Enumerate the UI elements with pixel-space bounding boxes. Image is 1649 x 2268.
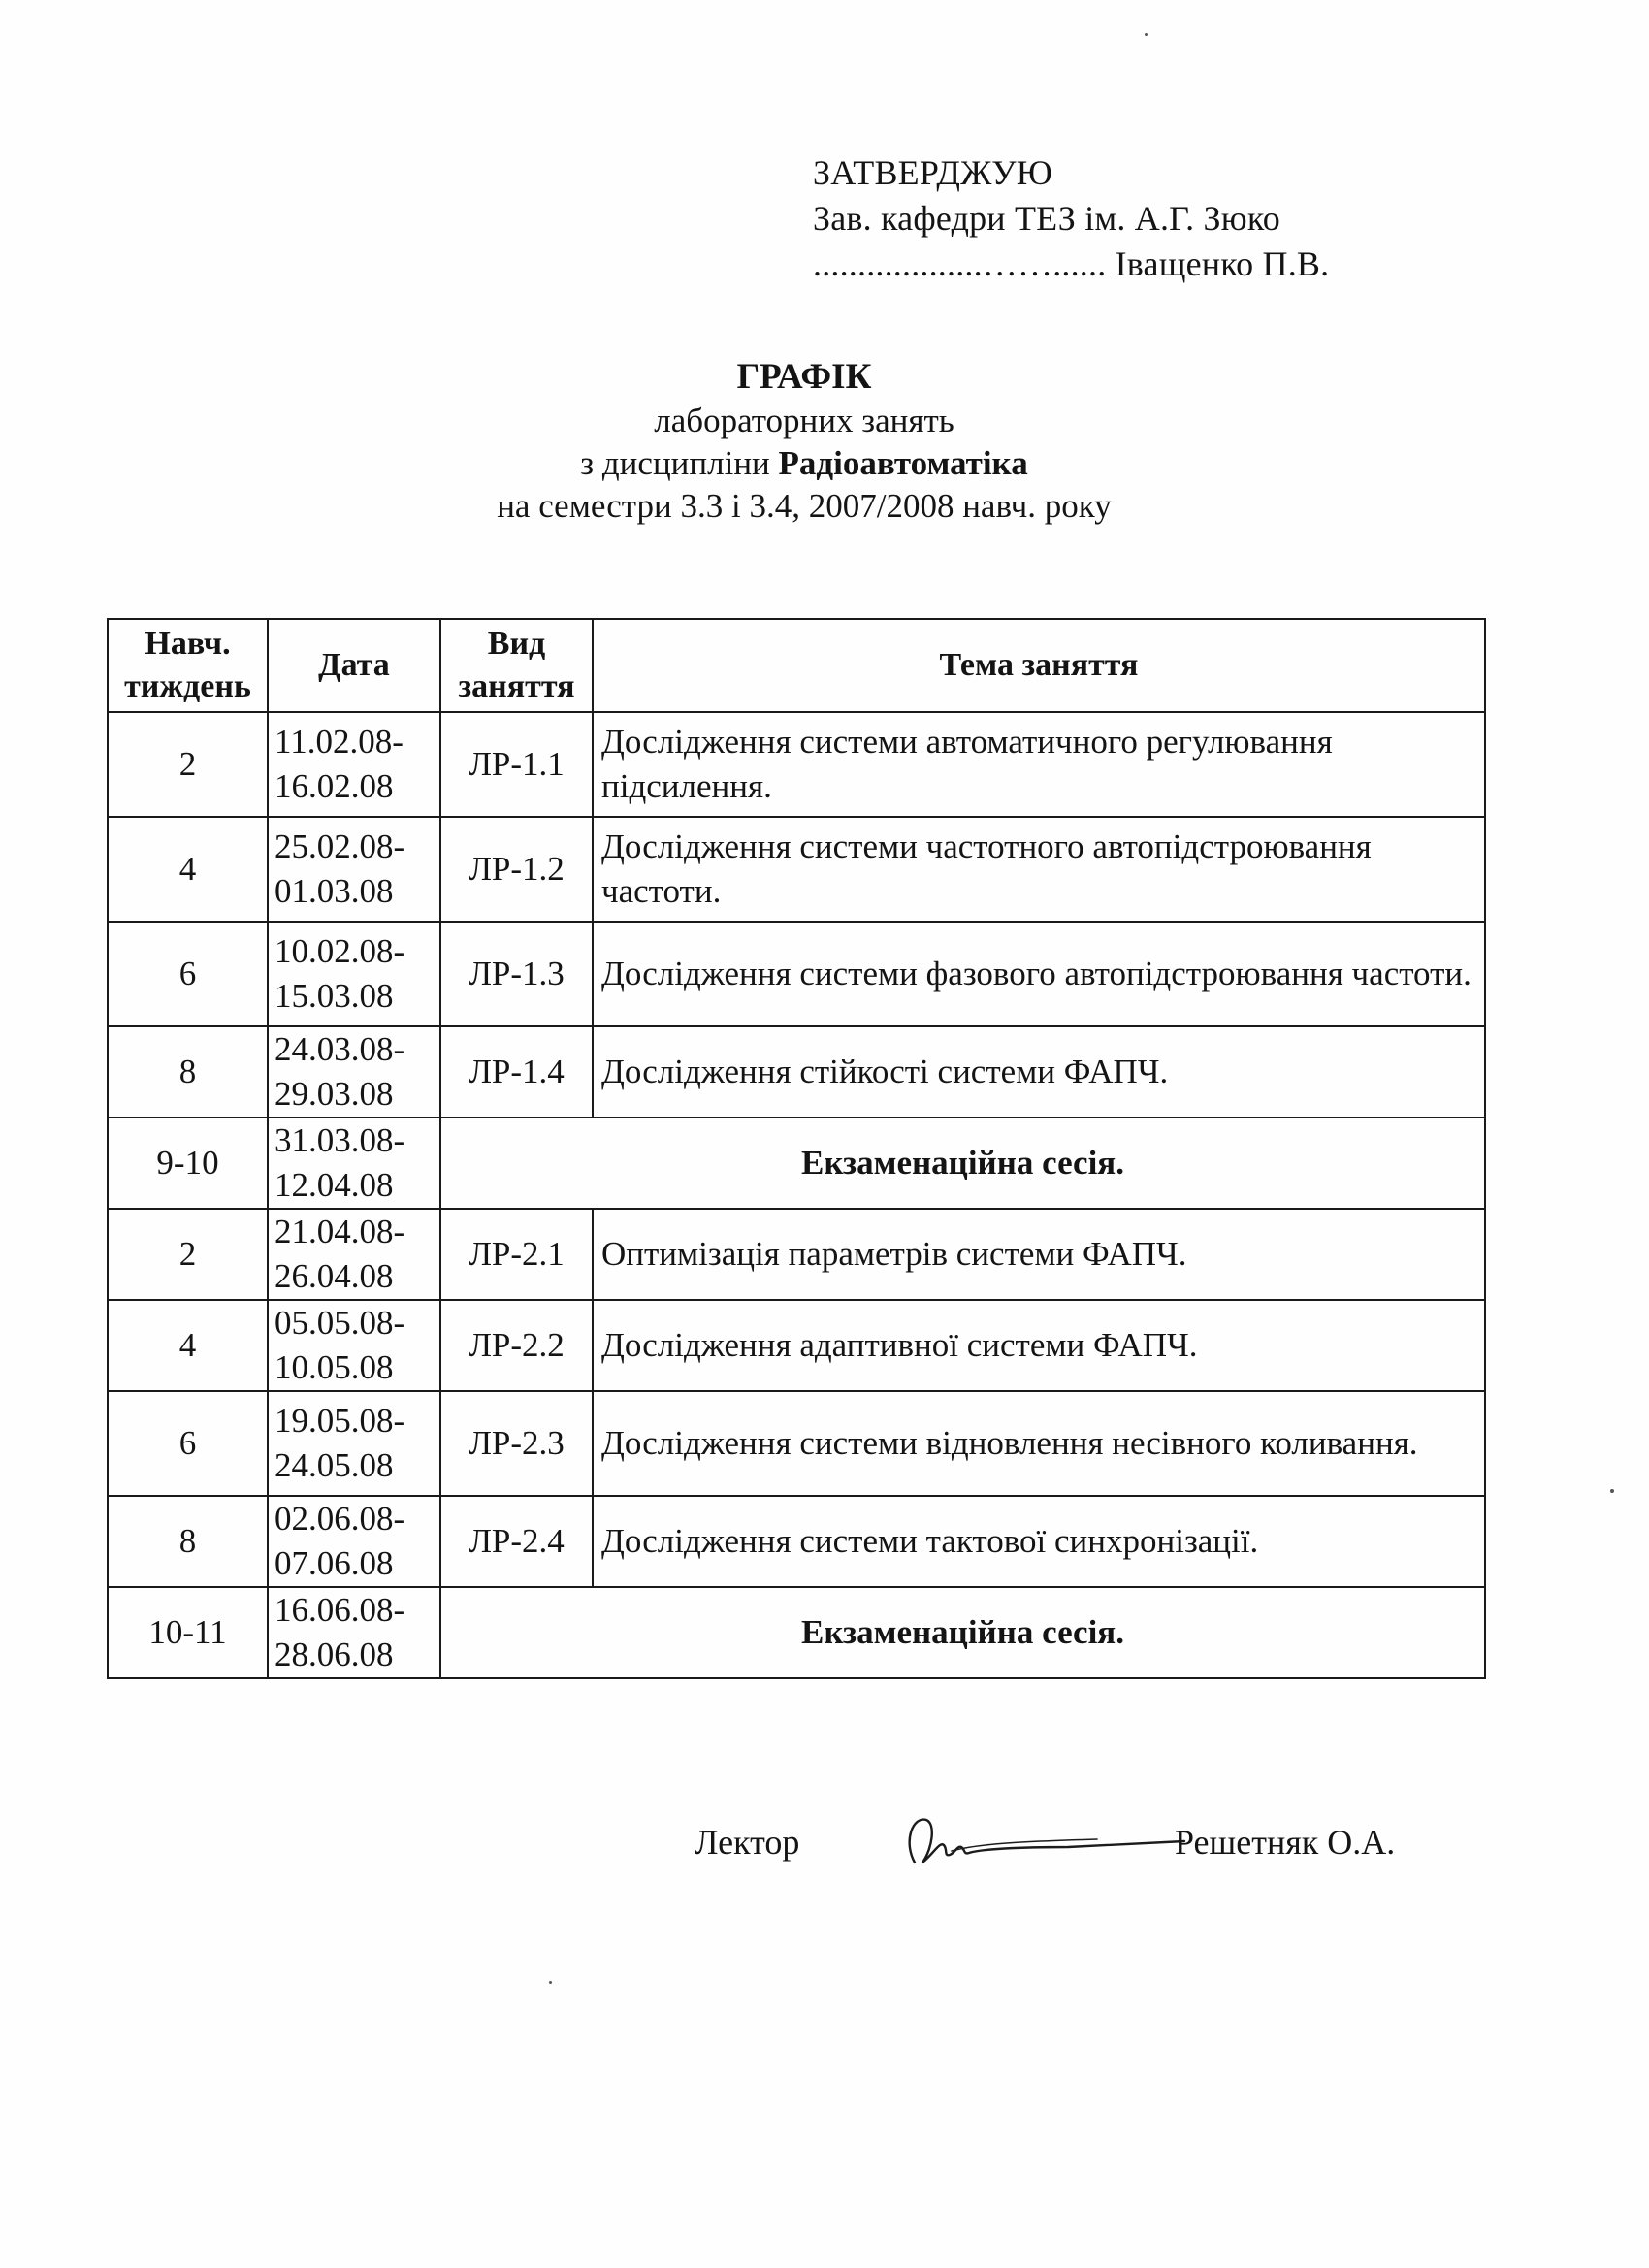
discipline-prefix: з дисципліни — [580, 444, 770, 482]
header-date: Дата — [268, 619, 440, 712]
kind-cell: ЛР-2.1 — [440, 1209, 593, 1300]
schedule-table — [107, 618, 1486, 1679]
kind-cell: ЛР-1.1 — [440, 712, 593, 817]
topic-cell: Дослідження системи фазового автопідстроювання частоти. — [593, 922, 1485, 1026]
table-row — [108, 1209, 1485, 1300]
document-heading — [0, 355, 1608, 528]
week-cell: 10-11 — [108, 1587, 268, 1678]
header-topic: Тема заняття — [593, 619, 1485, 712]
kind-cell: ЛР-2.3 — [440, 1391, 593, 1496]
approval-position: Зав. кафедри ТЕЗ ім. А.Г. Зюко — [813, 199, 1280, 238]
document-title: ГРАФІК — [736, 357, 872, 397]
date-cell: 11.02.08- 16.02.08 — [268, 712, 440, 817]
scan-speck — [1145, 33, 1148, 36]
signature-block — [695, 1816, 1432, 1884]
topic-cell: Дослідження адаптивної системи ФАПЧ. — [593, 1300, 1485, 1391]
handwritten-signature — [893, 1802, 1194, 1880]
discipline-name: Радіоавтоматіка — [778, 444, 1028, 482]
topic-cell: Дослідження системи тактової синхронізації. — [593, 1496, 1485, 1587]
week-cell: 8 — [108, 1026, 268, 1118]
exam-session-cell: Екзаменаційна сесія. — [440, 1118, 1485, 1209]
table-row — [108, 1300, 1485, 1391]
topic-cell: Оптимізація параметрів системи ФАПЧ. — [593, 1209, 1485, 1300]
week-cell: 6 — [108, 922, 268, 1026]
lector-name: Решетняк О.А. — [1175, 1823, 1396, 1862]
approval-block — [813, 150, 1329, 287]
date-cell: 21.04.08- 26.04.08 — [268, 1209, 440, 1300]
topic-cell: Дослідження системи відновлення несівного коливання. — [593, 1391, 1485, 1496]
week-cell: 9-10 — [108, 1118, 268, 1209]
heading-discipline-line — [0, 442, 1608, 485]
scan-speck — [549, 1981, 552, 1984]
date-cell: 16.06.08- 28.06.08 — [268, 1587, 440, 1678]
kind-cell: ЛР-2.4 — [440, 1496, 593, 1587]
week-cell: 2 — [108, 712, 268, 817]
table-row — [108, 817, 1485, 922]
date-cell: 24.03.08- 29.03.08 — [268, 1026, 440, 1118]
date-cell: 19.05.08- 24.05.08 — [268, 1391, 440, 1496]
scan-speck — [1610, 1489, 1614, 1493]
kind-cell: ЛР-1.3 — [440, 922, 593, 1026]
table-row — [108, 712, 1485, 817]
approval-signature-line: ...................……...... Іващенко П.В. — [813, 244, 1330, 283]
date-cell: 10.02.08- 15.03.08 — [268, 922, 440, 1026]
date-cell: 25.02.08- 01.03.08 — [268, 817, 440, 922]
kind-cell: ЛР-1.4 — [440, 1026, 593, 1118]
week-cell: 6 — [108, 1391, 268, 1496]
date-cell: 05.05.08- 10.05.08 — [268, 1300, 440, 1391]
kind-cell: ЛР-2.2 — [440, 1300, 593, 1391]
exam-session-cell: Екзаменаційна сесія. — [440, 1587, 1485, 1678]
lector-label: Лектор — [695, 1823, 800, 1862]
topic-cell: Дослідження стійкості системи ФАПЧ. — [593, 1026, 1485, 1118]
header-week: Навч. тиждень — [108, 619, 268, 712]
week-cell: 4 — [108, 1300, 268, 1391]
week-cell: 4 — [108, 817, 268, 922]
kind-cell: ЛР-1.2 — [440, 817, 593, 922]
table-row — [108, 1496, 1485, 1587]
date-cell: 02.06.08- 07.06.08 — [268, 1496, 440, 1587]
topic-cell: Дослідження системи автоматичного регулювання підсилення. — [593, 712, 1485, 817]
heading-semester-line: на семестри 3.3 і 3.4, 2007/2008 навч. року — [497, 487, 1112, 525]
week-cell: 2 — [108, 1209, 268, 1300]
table-row — [108, 922, 1485, 1026]
heading-subtitle: лабораторних занять — [654, 402, 954, 439]
week-cell: 8 — [108, 1496, 268, 1587]
date-cell: 31.03.08- 12.04.08 — [268, 1118, 440, 1209]
table-header-row — [108, 619, 1485, 712]
table-row — [108, 1026, 1485, 1118]
table-row-session — [108, 1118, 1485, 1209]
approval-title: ЗАТВЕРДЖУЮ — [813, 153, 1052, 192]
header-kind: Вид заняття — [440, 619, 593, 712]
table-row — [108, 1391, 1485, 1496]
table-row-session — [108, 1587, 1485, 1678]
topic-cell: Дослідження системи частотного автопідстроювання частоти. — [593, 817, 1485, 922]
